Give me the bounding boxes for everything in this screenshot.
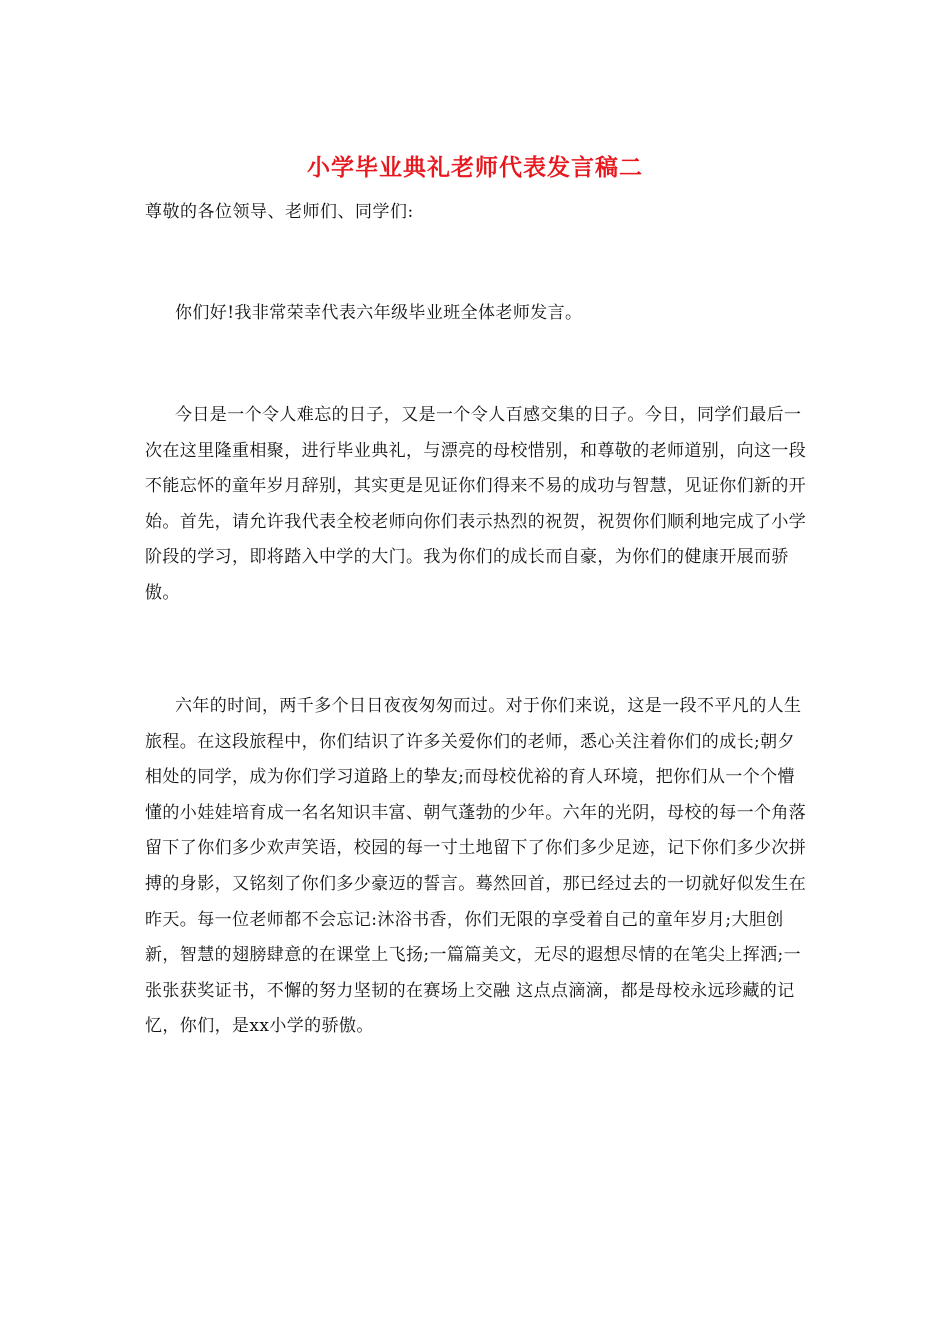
salutation: 尊敬的各位领导、老师们、同学们: bbox=[145, 202, 414, 222]
paragraph-greeting: 你们好!我非常荣幸代表六年级毕业班全体老师发言。 bbox=[175, 303, 583, 323]
document-title: 小学毕业典礼老师代表发言稿二 bbox=[307, 154, 643, 181]
paragraph-memories: 六年的时间，两千多个日日夜夜匆匆而过。对于你们来说，这是一段不平凡的人生旅程。在这段旅程中，你们结识了许多关爱你们的老师，悉心关注着你们的成长;朝夕相处的同学，成为你们学习道路上的挚友;而母校优裕的育人环境，把你们从一个个懵懂的小娃娃培育成一名名知识丰富、朝气蓬勃的少年。六年的光阴，母校的每一个角落留下了你们多少欢声笑语，校园的每一寸土地留下了你们多少足迹，记下你们多少次拼搏的身影，又铭刻了你们多少豪迈的誓言。蓦然回首，那已经过去的一切就好似发生在昨天。每一位老师都不会忘记:沐浴书香，你们无限的享受着自己的童年岁月;大胆创新，智慧的翅膀肆意的在课堂上飞扬;一篇篇美文，无尽的遐想尽情的在笔尖上挥洒;一张张获奖证书，不懈的努力坚韧的在赛场上交融 这点点滴滴，都是母校永远珍藏的记忆，你们，是xx小学的骄傲。 bbox=[145, 696, 807, 1037]
paragraph-celebration: 今日是一个令人难忘的日子，又是一个令人百感交集的日子。今日，同学们最后一次在这里隆重相聚，进行毕业典礼，与漂亮的母校惜别，和尊敬的老师道别，向这一段不能忘怀的童年岁月辞别，其实更是见证你们得来不易的成功与智慧，见证你们新的开始。首先，请允许我代表全校老师向你们表示热烈的祝贺，祝贺你们顺利地完成了小学阶段的学习，即将踏入中学的大门。我为你们的成长而自豪，为你们的健康开展而骄傲。 bbox=[145, 405, 807, 603]
